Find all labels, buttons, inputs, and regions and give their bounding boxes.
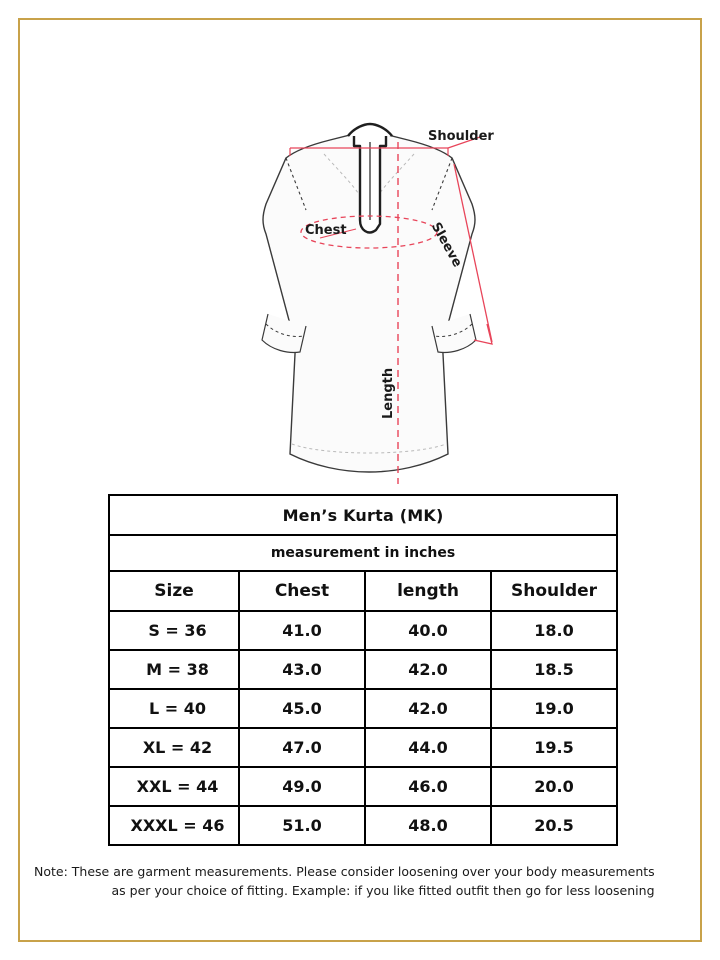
cell-shoulder: 18.5 bbox=[491, 650, 617, 689]
diagram-label-sleeve: Sleeve bbox=[427, 220, 465, 270]
cell-size: L = 40 bbox=[109, 689, 239, 728]
table-header-row bbox=[109, 571, 617, 611]
cell-size: XXL = 44 bbox=[109, 767, 239, 806]
cell-length: 44.0 bbox=[365, 728, 491, 767]
cell-shoulder: 19.5 bbox=[491, 728, 617, 767]
cell-length: 42.0 bbox=[365, 689, 491, 728]
column-header-size: Size bbox=[109, 571, 239, 611]
size-chart-table bbox=[108, 494, 618, 846]
cell-length: 46.0 bbox=[365, 767, 491, 806]
cell-size: M = 38 bbox=[109, 650, 239, 689]
table-row bbox=[109, 611, 617, 650]
cell-shoulder: 19.0 bbox=[491, 689, 617, 728]
diagram-label-shoulder: Shoulder bbox=[428, 129, 494, 144]
note-text bbox=[34, 862, 686, 901]
cell-chest: 51.0 bbox=[239, 806, 365, 845]
cell-size: XL = 42 bbox=[109, 728, 239, 767]
note-line-2: as per your choice of fitting. Example: if you like fitted outfit then go for less loosening bbox=[111, 883, 655, 899]
cell-length: 40.0 bbox=[365, 611, 491, 650]
garment-outline-group bbox=[262, 124, 476, 472]
table-row bbox=[109, 806, 617, 845]
cell-length: 42.0 bbox=[365, 650, 491, 689]
column-header-shoulder: Shoulder bbox=[491, 571, 617, 611]
cell-size: XXXL = 46 bbox=[109, 806, 239, 845]
note-line-1: Note: These are garment measurements. Please consider loosening over your body measurements bbox=[34, 864, 655, 879]
cell-shoulder: 20.0 bbox=[491, 767, 617, 806]
cell-shoulder: 20.5 bbox=[491, 806, 617, 845]
page-content bbox=[24, 24, 696, 936]
cell-chest: 43.0 bbox=[239, 650, 365, 689]
kurta-diagram bbox=[24, 24, 696, 484]
cell-chest: 49.0 bbox=[239, 767, 365, 806]
table-row bbox=[109, 689, 617, 728]
column-header-length: length bbox=[365, 571, 491, 611]
table-title-row bbox=[109, 495, 617, 535]
cell-chest: 47.0 bbox=[239, 728, 365, 767]
cell-shoulder: 18.0 bbox=[491, 611, 617, 650]
table-subtitle: measurement in inches bbox=[109, 535, 617, 571]
cell-chest: 41.0 bbox=[239, 611, 365, 650]
cell-chest: 45.0 bbox=[239, 689, 365, 728]
cell-size: S = 36 bbox=[109, 611, 239, 650]
cell-length: 48.0 bbox=[365, 806, 491, 845]
table-row bbox=[109, 728, 617, 767]
table-title: Men’s Kurta (MK) bbox=[109, 495, 617, 535]
table-subtitle-row bbox=[109, 535, 617, 571]
table-row bbox=[109, 650, 617, 689]
table-row bbox=[109, 767, 617, 806]
diagram-label-length: Length bbox=[381, 367, 396, 419]
column-header-chest: Chest bbox=[239, 571, 365, 611]
diagram-label-chest: Chest bbox=[305, 223, 347, 238]
kurta-illustration-svg bbox=[24, 24, 696, 484]
size-chart-table-wrap bbox=[108, 494, 616, 846]
